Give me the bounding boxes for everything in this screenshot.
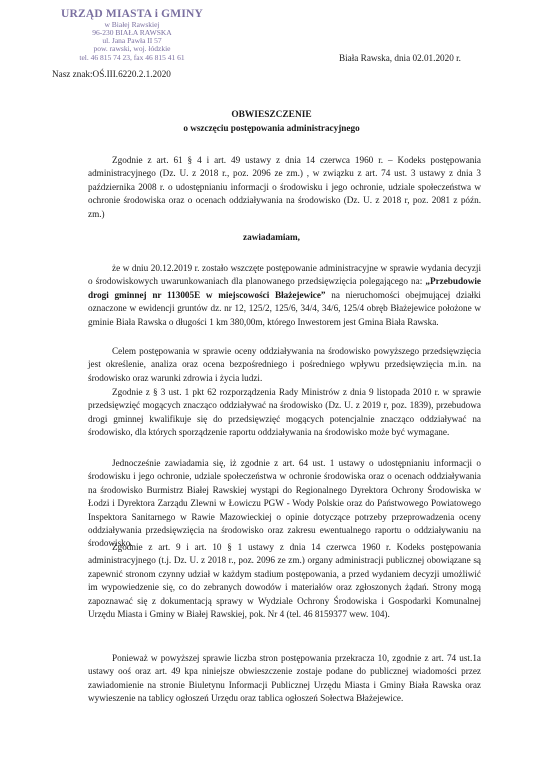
intro-text: Zgodnie z art. 61 § 4 i art. 49 ustawy z dnia 14 czerwca 1960 r. – Kodeks postępowania administracyjnego (Dz. U. z 2018 r., poz. 2096 ze zm.) , w związku z art. 74 ust. 3 ustawy z dnia 3 października 2008 r. o udostępnianiu informacji o środowisku i jego ochronie, udziale społeczeństwa w ochronie środowiska oraz o ocenach oddziaływania na środowisko (Dz. U. z 2018 r, poz. 2081 z późn. zm.) bbox=[88, 155, 481, 219]
stamp-title: URZĄD MIASTA i GMINY bbox=[60, 8, 204, 20]
stamp-line: 96-230 BIAŁA RAWSKA bbox=[92, 27, 172, 37]
paragraph-publication bbox=[88, 652, 481, 706]
announcement: zawiadamiam, bbox=[243, 232, 300, 242]
paragraph-purpose bbox=[88, 345, 481, 385]
paragraph-initiation-text bbox=[88, 262, 481, 329]
reference-number: Nasz znak:OŚ.III.6220.2.1.2020 bbox=[52, 69, 171, 79]
stamp-line: tel. 46 815 74 23, fax 46 815 41 61 bbox=[79, 52, 185, 62]
stamp-line: w Białej Rawskiej bbox=[104, 19, 160, 29]
intro-paragraph bbox=[88, 154, 481, 221]
p1-after: na nieruchomości obejmującej działki oznaczone w ewidencji gruntów dz. nr 12, 125/2, 125/6, 34/4, 34/6, 125/4 obręb Błażejewice położone w gminie Biała Rawska o długości 1 km 380,00m, którego Inwestorem jest Gmina Biała Rawska. bbox=[88, 289, 481, 327]
paragraph-parties bbox=[88, 541, 481, 621]
paragraph-opinions-text: Jednocześnie zawiadamia się, iż zgodnie z art. 64 ust. 1 ustawy o udostępnianiu informacji o środowisku i jego ochronie, udziale społeczeństwa w ochronie środowiska oraz o ocenach oddziaływania na środowisko Burmistrz Białej Rawskiej wystąpi do Regionalnego Dyrektora Ochrony Środowiska w Łodzi i Dyrektora Zarządu Zlewni w Łowiczu PGW - Wody Polskie oraz do Państwowego Powiatowego Inspektora Sanitarnego w Rawie Mazowieckiej o opinie dotyczące potrzeby przeprowadzenia oceny oddziaływania przedsięwzięcia na środowisko oraz zakresu ewentualnego raportu o oddziaływaniu na środowisko. bbox=[88, 458, 481, 549]
paragraph-initiation bbox=[88, 262, 481, 329]
paragraph-publication-text: Ponieważ w powyższej sprawie liczba stron postępowania przekracza 10, zgodnie z art. 74 ust.1a ustawy ooś oraz art. 49 kpa niniejsze obwieszczenie zostaje podane do publicznej wiadomości przez zawiadomienie na stronie Biuletynu Informacji Publicznej Urzędu Miasta i Gminy Biała Rawska oraz wywieszenie na tablicy ogłoszeń Urzędu oraz tablica ogłoszeń Sołectwa Błażejewice. bbox=[88, 653, 481, 704]
paragraph-parties-text: Zgodnie z art. 9 i art. 10 § 1 ustawy z dnia 14 czerwca 1960 r. Kodeks postępowania administracyjnego (t.j. Dz. U. z 2018 r., poz. 2096 ze zm.) organy administracji publicznej obowiązane są zapewnić stronom czynny udział w każdym stadium postępowania, a przed wydaniem decyzji umożliwić im wypowiedzenie się, co do zebranych dowodów i materiałów oraz zgłoszonych żądań. Strony mogą zapoznawać się z dokumentacją sprawy w Wydziale Ochrony Środowiska i Gospodarki Komunalnej Urzędu Miasta i Gminy w Białej Rawskiej, pok. Nr 4 (tel. 46 8159377 wew. 104). bbox=[88, 542, 481, 620]
paragraph-opinions bbox=[88, 457, 481, 551]
paragraph-regulation bbox=[88, 386, 481, 440]
document-date: Biała Rawska, dnia 02.01.2020 r. bbox=[339, 53, 461, 63]
document-subtitle: o wszczęciu postępowania administracyjnego bbox=[183, 123, 360, 133]
p1-before: że w dniu 20.12.2019 r. zostało wszczęte postępowanie administracyjne w sprawie wydania decyzji o środowiskowych uwarunkowaniach dla planowanego przedsięwzięcia polegającego na: bbox=[88, 263, 481, 287]
project-name: „Przebudowie drogi gminnej nr 113005E w miejscowości Błażejewice” bbox=[88, 276, 481, 300]
stamp-line: pow. rawski, woj. łódzkie bbox=[93, 44, 171, 54]
stamp-line: ul. Jana Pawła II 57 bbox=[102, 36, 162, 46]
paragraph-purpose-text: Celem postępowania w sprawie oceny oddziaływania na środowisko powyższego przedsięwzięcia jest określenie, analiza oraz ocena bezpośredniego i pośredniego wpływu przedsięwzięcia m.in. na środowisko oraz warunki zdrowia i życia ludzi. bbox=[88, 346, 481, 383]
paragraph-regulation-text: Zgodnie z § 3 ust. 1 pkt 62 rozporządzenia Rady Ministrów z dnia 9 listopada 2010 r. w sprawie przedsięwzięć mogących znacząco oddziaływać na środowisko (Dz. U. z 2019 r, poz. 1839), przebudowa drogi gminnej kwalifikuje się do przedsięwzięć mogących potencjalnie znacząco oddziaływać na środowisko, dla których sporządzenie raportu oddziaływania na środowisko może być wymagane. bbox=[88, 387, 481, 438]
document-title: OBWIESZCZENIE bbox=[231, 110, 312, 120]
office-stamp bbox=[52, 8, 212, 62]
